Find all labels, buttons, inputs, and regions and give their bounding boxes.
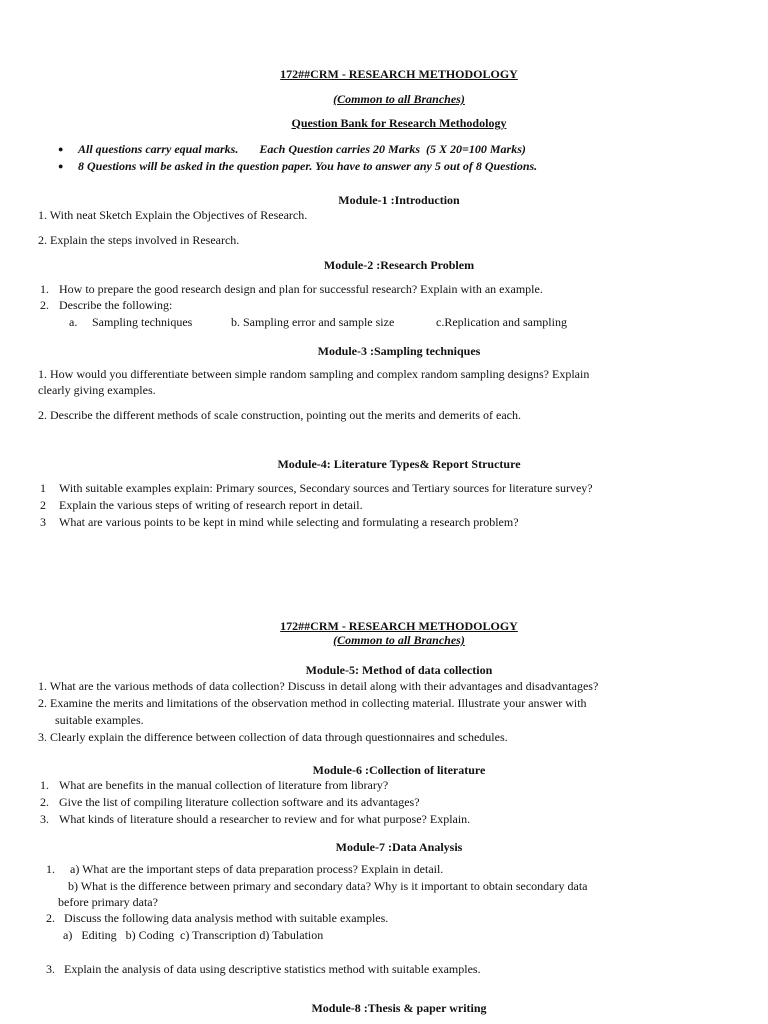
module-7-question-1b-line-1: b) What is the difference between primary and secondary data? Why is it important to obtain secondary data <box>68 879 588 893</box>
module-6-question-3: What kinds of literature should a researcher to review and for what purpose? Explain. <box>59 812 471 826</box>
module-3-question-2: 2. Describe the different methods of scale construction, pointing out the merits and demerits of each. <box>38 408 521 422</box>
module-7-title: Module-7 :Data Analysis <box>335 840 463 854</box>
module-2-sub-a: Sampling techniques <box>92 315 193 329</box>
instruction-item: 8 Questions will be asked in the question paper. You have to answer any 5 out of 8 Questions. <box>78 159 538 173</box>
module-2-sub-b: b. Sampling error and sample size <box>231 315 395 329</box>
question-bank-title: Question Bank for Research Methodology <box>291 116 507 130</box>
module-5-question-2-line-2: suitable examples. <box>55 713 144 727</box>
bullet-icon: ● <box>58 144 64 154</box>
document-title: 172##CRM - RESEARCH METHODOLOGY <box>280 67 518 81</box>
module-2-question-1: How to prepare the good research design and plan for successful research? Explain with an example. <box>59 282 543 296</box>
module-5-question-2-line-1: 2. Examine the merits and limitations of the observation method in collecting material. Illustrate your answer with <box>38 696 587 710</box>
module-4-question-1-number: 1 <box>40 481 46 495</box>
module-5-question-1: 1. What are the various methods of data collection? Discuss in detail along with their advantages and disadvantages? <box>38 679 599 693</box>
module-2-question-1-number: 1. <box>40 282 49 296</box>
module-7-question-1-number: 1. <box>46 862 55 876</box>
module-6-question-3-number: 3. <box>40 812 49 826</box>
document-subtitle-repeat: (Common to all Branches) <box>333 633 465 647</box>
module-4-question-3: What are various points to be kept in mind while selecting and formulating a research problem? <box>59 515 519 529</box>
module-3-question-1-line-2: clearly giving examples. <box>38 383 156 397</box>
module-6-title: Module-6 :Collection of literature <box>312 763 486 777</box>
module-1-question-2: 2. Explain the steps involved in Research. <box>38 233 240 247</box>
module-4-question-1: With suitable examples explain: Primary sources, Secondary sources and Tertiary sources for literature survey? <box>59 481 593 495</box>
module-2-sub-c: c.Replication and sampling <box>436 315 567 329</box>
module-2-sub-a-label: a. <box>69 315 78 329</box>
module-4-title: Module-4: Literature Types& Report Structure <box>277 457 521 471</box>
module-5-title: Module-5: Method of data collection <box>305 663 493 677</box>
document-title-repeat: 172##CRM - RESEARCH METHODOLOGY <box>280 619 518 633</box>
module-1-title: Module-1 :Introduction <box>338 193 460 207</box>
module-7-question-2-options: a) Editing b) Coding c) Transcription d) Tabulation <box>63 928 324 942</box>
module-2-question-2-number: 2. <box>40 298 49 312</box>
module-1-question-1: 1. With neat Sketch Explain the Objectives of Research. <box>38 208 308 222</box>
module-3-question-1-line-1: 1. How would you differentiate between simple random sampling and complex random sampling designs? Explain <box>38 367 590 381</box>
module-8-title: Module-8 :Thesis & paper writing <box>311 1001 487 1015</box>
module-3-title: Module-3 :Sampling techniques <box>317 344 481 358</box>
module-2-question-2: Describe the following: <box>59 298 173 312</box>
module-7-question-2: 2. Discuss the following data analysis method with suitable examples. <box>46 911 389 925</box>
module-7-question-1b-line-2: before primary data? <box>58 895 158 909</box>
module-6-question-1-number: 1. <box>40 778 49 792</box>
bullet-icon: ● <box>58 161 64 171</box>
module-7-question-3: 3. Explain the analysis of data using descriptive statistics method with suitable examples. <box>46 962 481 976</box>
module-5-question-3: 3. Clearly explain the difference between collection of data through questionnaires and schedules. <box>38 730 508 744</box>
module-6-question-1: What are benefits in the manual collection of literature from library? <box>59 778 389 792</box>
module-2-title: Module-2 :Research Problem <box>323 258 475 272</box>
module-7-question-1a: a) What are the important steps of data preparation process? Explain in detail. <box>70 862 444 876</box>
module-6-question-2-number: 2. <box>40 795 49 809</box>
module-4-question-2-number: 2 <box>40 498 46 512</box>
document-subtitle: (Common to all Branches) <box>333 92 465 106</box>
module-4-question-2: Explain the various steps of writing of research report in detail. <box>59 498 363 512</box>
module-4-question-3-number: 3 <box>40 515 46 529</box>
module-6-question-2: Give the list of compiling literature collection software and its advantages? <box>59 795 420 809</box>
instruction-item: All questions carry equal marks. Each Question carries 20 Marks (5 X 20=100 Marks) <box>78 142 526 156</box>
